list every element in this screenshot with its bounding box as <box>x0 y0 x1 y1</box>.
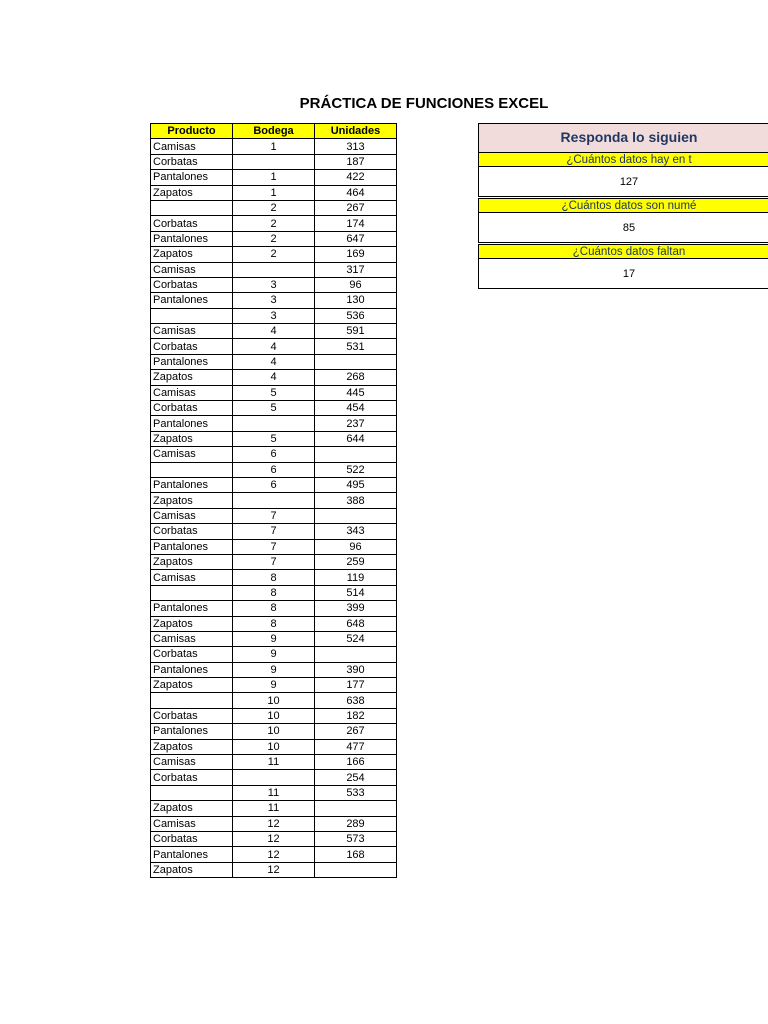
table-row <box>151 385 397 400</box>
cell-unidades[interactable]: 495 <box>315 477 397 492</box>
cell-unidades[interactable] <box>315 354 397 369</box>
table-row <box>151 324 397 339</box>
cell-bodega[interactable] <box>233 770 315 785</box>
header-producto[interactable]: Producto <box>151 124 233 139</box>
table-row <box>151 801 397 816</box>
table-row <box>151 231 397 246</box>
cell-unidades[interactable]: 130 <box>315 293 397 308</box>
cell-unidades[interactable]: 182 <box>315 708 397 723</box>
cell-unidades[interactable]: 259 <box>315 554 397 569</box>
cell-bodega[interactable]: 9 <box>233 678 315 693</box>
cell-bodega[interactable]: 4 <box>233 370 315 385</box>
cell-bodega[interactable]: 7 <box>233 539 315 554</box>
table-row <box>151 431 397 446</box>
question-1-label: ¿Cuántos datos hay en t <box>566 154 692 166</box>
cell-bodega[interactable]: 9 <box>233 631 315 646</box>
cell-unidades[interactable]: 390 <box>315 662 397 677</box>
table-row <box>151 739 397 754</box>
cell-producto[interactable]: Camisas <box>151 385 233 400</box>
cell-bodega[interactable]: 5 <box>233 431 315 446</box>
cell-bodega[interactable]: 9 <box>233 647 315 662</box>
cell-unidades[interactable]: 343 <box>315 524 397 539</box>
cell-producto[interactable]: Zapatos <box>151 493 233 508</box>
cell-unidades[interactable] <box>315 801 397 816</box>
table-row <box>151 524 397 539</box>
cell-producto[interactable]: Pantalones <box>151 539 233 554</box>
table-row <box>151 647 397 662</box>
cell-producto[interactable]: Corbatas <box>151 277 233 292</box>
cell-unidades[interactable]: 531 <box>315 339 397 354</box>
table-row <box>151 462 397 477</box>
cell-producto[interactable]: Corbatas <box>151 831 233 846</box>
cell-producto[interactable]: Corbatas <box>151 216 233 231</box>
table-row <box>151 401 397 416</box>
cell-unidades[interactable]: 573 <box>315 831 397 846</box>
cell-unidades[interactable]: 96 <box>315 539 397 554</box>
cell-producto[interactable]: Zapatos <box>151 862 233 877</box>
table-row <box>151 262 397 277</box>
cell-producto[interactable]: Zapatos <box>151 370 233 385</box>
cell-unidades[interactable]: 96 <box>315 277 397 292</box>
cell-unidades[interactable]: 524 <box>315 631 397 646</box>
cell-unidades[interactable]: 169 <box>315 247 397 262</box>
table-row <box>151 477 397 492</box>
cell-bodega[interactable]: 5 <box>233 385 315 400</box>
cell-producto[interactable]: Camisas <box>151 262 233 277</box>
table-row <box>151 354 397 369</box>
cell-unidades[interactable]: 477 <box>315 739 397 754</box>
table-row <box>151 570 397 585</box>
cell-bodega[interactable]: 11 <box>233 785 315 800</box>
answer-1-value: 127 <box>619 176 639 188</box>
cell-unidades[interactable]: 177 <box>315 678 397 693</box>
cell-bodega[interactable]: 12 <box>233 831 315 846</box>
cell-producto[interactable]: Corbatas <box>151 524 233 539</box>
table-row <box>151 847 397 862</box>
cell-producto[interactable]: Corbatas <box>151 708 233 723</box>
table-row <box>151 170 397 185</box>
table-row <box>151 662 397 677</box>
table-row <box>151 816 397 831</box>
table-row <box>151 447 397 462</box>
question-3-label: ¿Cuántos datos faltan <box>572 246 686 258</box>
cell-producto[interactable]: Camisas <box>151 631 233 646</box>
questions-header: Responda lo siguien <box>560 129 698 145</box>
table-row <box>151 339 397 354</box>
cell-bodega[interactable]: 3 <box>233 293 315 308</box>
cell-bodega[interactable]: 1 <box>233 139 315 154</box>
cell-bodega[interactable]: 10 <box>233 708 315 723</box>
cell-producto[interactable]: Pantalones <box>151 847 233 862</box>
table-row <box>151 247 397 262</box>
table-row <box>151 785 397 800</box>
cell-unidades[interactable]: 445 <box>315 385 397 400</box>
question-3-cell[interactable] <box>478 244 768 259</box>
cell-bodega[interactable]: 9 <box>233 662 315 677</box>
cell-producto[interactable]: Corbatas <box>151 339 233 354</box>
cell-producto[interactable]: Camisas <box>151 447 233 462</box>
cell-producto[interactable]: Camisas <box>151 324 233 339</box>
cell-bodega[interactable] <box>233 416 315 431</box>
cell-bodega[interactable]: 4 <box>233 354 315 369</box>
answer-3-cell[interactable] <box>478 258 768 289</box>
cell-unidades[interactable]: 237 <box>315 416 397 431</box>
cell-unidades[interactable]: 268 <box>315 370 397 385</box>
cell-producto[interactable] <box>151 462 233 477</box>
cell-producto[interactable]: Corbatas <box>151 770 233 785</box>
cell-unidades[interactable]: 647 <box>315 231 397 246</box>
cell-bodega[interactable] <box>233 493 315 508</box>
cell-unidades[interactable]: 267 <box>315 724 397 739</box>
cell-producto[interactable]: Pantalones <box>151 724 233 739</box>
cell-producto[interactable]: Camisas <box>151 508 233 523</box>
table-row <box>151 154 397 169</box>
cell-bodega[interactable]: 6 <box>233 447 315 462</box>
table-row <box>151 493 397 508</box>
table-row <box>151 693 397 708</box>
question-1-cell[interactable] <box>478 152 768 167</box>
table-row <box>151 508 397 523</box>
cell-unidades[interactable]: 267 <box>315 200 397 215</box>
cell-bodega[interactable] <box>233 262 315 277</box>
cell-producto[interactable]: Camisas <box>151 755 233 770</box>
cell-producto[interactable]: Pantalones <box>151 662 233 677</box>
cell-bodega[interactable]: 2 <box>233 247 315 262</box>
cell-unidades[interactable] <box>315 862 397 877</box>
answer-1-cell[interactable] <box>478 166 768 197</box>
cell-producto[interactable]: Zapatos <box>151 431 233 446</box>
cell-unidades[interactable]: 254 <box>315 770 397 785</box>
cell-bodega[interactable]: 12 <box>233 816 315 831</box>
cell-unidades[interactable]: 187 <box>315 154 397 169</box>
cell-producto[interactable] <box>151 785 233 800</box>
table-row <box>151 216 397 231</box>
cell-producto[interactable]: Camisas <box>151 816 233 831</box>
cell-bodega[interactable]: 7 <box>233 524 315 539</box>
cell-bodega[interactable]: 10 <box>233 693 315 708</box>
cell-unidades[interactable]: 533 <box>315 785 397 800</box>
cell-producto[interactable]: Zapatos <box>151 678 233 693</box>
cell-unidades[interactable]: 464 <box>315 185 397 200</box>
table-row <box>151 862 397 877</box>
cell-bodega[interactable]: 2 <box>233 216 315 231</box>
table-row <box>151 200 397 215</box>
products-table <box>150 123 397 878</box>
cell-bodega[interactable]: 10 <box>233 739 315 754</box>
table-row <box>151 831 397 846</box>
cell-producto[interactable]: Zapatos <box>151 247 233 262</box>
cell-bodega[interactable]: 3 <box>233 308 315 323</box>
table-row <box>151 139 397 154</box>
table-row <box>151 308 397 323</box>
cell-bodega[interactable]: 12 <box>233 862 315 877</box>
cell-producto[interactable] <box>151 585 233 600</box>
page-title: PRÁCTICA DE FUNCIONES EXCEL <box>299 95 549 112</box>
cell-bodega[interactable]: 4 <box>233 339 315 354</box>
cell-producto[interactable]: Zapatos <box>151 185 233 200</box>
table-row <box>151 277 397 292</box>
cell-producto[interactable]: Corbatas <box>151 401 233 416</box>
cell-producto[interactable] <box>151 693 233 708</box>
cell-bodega[interactable]: 7 <box>233 508 315 523</box>
cell-bodega[interactable]: 8 <box>233 585 315 600</box>
header-bodega[interactable]: Bodega <box>233 124 315 139</box>
cell-producto[interactable]: Zapatos <box>151 616 233 631</box>
table-row <box>151 185 397 200</box>
cell-producto[interactable]: Zapatos <box>151 739 233 754</box>
cell-producto[interactable]: Pantalones <box>151 354 233 369</box>
cell-bodega[interactable]: 10 <box>233 724 315 739</box>
cell-bodega[interactable]: 2 <box>233 200 315 215</box>
table-row <box>151 708 397 723</box>
cell-bodega[interactable]: 7 <box>233 554 315 569</box>
table-row <box>151 554 397 569</box>
cell-unidades[interactable]: 119 <box>315 570 397 585</box>
cell-producto[interactable]: Corbatas <box>151 647 233 662</box>
question-2-label: ¿Cuántos datos son numé <box>561 200 697 212</box>
cell-bodega[interactable]: 6 <box>233 462 315 477</box>
answer-3-value: 17 <box>622 268 636 280</box>
cell-unidades[interactable]: 638 <box>315 693 397 708</box>
cell-producto[interactable]: Pantalones <box>151 170 233 185</box>
cell-bodega[interactable]: 8 <box>233 616 315 631</box>
cell-unidades[interactable]: 168 <box>315 847 397 862</box>
cell-unidades[interactable] <box>315 508 397 523</box>
cell-producto[interactable]: Pantalones <box>151 601 233 616</box>
cell-producto[interactable]: Pantalones <box>151 293 233 308</box>
table-row <box>151 416 397 431</box>
cell-unidades[interactable] <box>315 647 397 662</box>
cell-producto[interactable]: Camisas <box>151 139 233 154</box>
cell-bodega[interactable]: 11 <box>233 755 315 770</box>
cell-unidades[interactable]: 422 <box>315 170 397 185</box>
cell-unidades[interactable]: 388 <box>315 493 397 508</box>
cell-unidades[interactable]: 166 <box>315 755 397 770</box>
table-row <box>151 601 397 616</box>
cell-unidades[interactable]: 644 <box>315 431 397 446</box>
cell-producto[interactable]: Zapatos <box>151 801 233 816</box>
cell-bodega[interactable]: 2 <box>233 231 315 246</box>
cell-producto[interactable]: Pantalones <box>151 231 233 246</box>
cell-producto[interactable] <box>151 308 233 323</box>
cell-producto[interactable]: Pantalones <box>151 416 233 431</box>
cell-bodega[interactable]: 4 <box>233 324 315 339</box>
cell-bodega[interactable] <box>233 154 315 169</box>
cell-bodega[interactable]: 1 <box>233 185 315 200</box>
cell-bodega[interactable]: 1 <box>233 170 315 185</box>
cell-unidades[interactable]: 536 <box>315 308 397 323</box>
cell-producto[interactable] <box>151 200 233 215</box>
cell-producto[interactable]: Zapatos <box>151 554 233 569</box>
cell-bodega[interactable]: 5 <box>233 401 315 416</box>
cell-producto[interactable]: Pantalones <box>151 477 233 492</box>
cell-bodega[interactable]: 12 <box>233 847 315 862</box>
cell-unidades[interactable]: 591 <box>315 324 397 339</box>
cell-unidades[interactable]: 454 <box>315 401 397 416</box>
cell-unidades[interactable]: 514 <box>315 585 397 600</box>
table-row <box>151 678 397 693</box>
cell-producto[interactable]: Corbatas <box>151 154 233 169</box>
cell-unidades[interactable]: 317 <box>315 262 397 277</box>
cell-unidades[interactable]: 399 <box>315 601 397 616</box>
questions-header-cell[interactable] <box>478 123 768 153</box>
answer-2-cell[interactable] <box>478 212 768 243</box>
cell-unidades[interactable]: 289 <box>315 816 397 831</box>
table-header-row <box>151 124 397 139</box>
cell-producto[interactable]: Camisas <box>151 570 233 585</box>
table-row <box>151 293 397 308</box>
cell-unidades[interactable]: 313 <box>315 139 397 154</box>
cell-unidades[interactable]: 522 <box>315 462 397 477</box>
cell-bodega[interactable]: 8 <box>233 601 315 616</box>
questions-panel <box>478 123 768 292</box>
table-row <box>151 724 397 739</box>
header-unidades[interactable]: Unidades <box>315 124 397 139</box>
table-row <box>151 616 397 631</box>
cell-unidades[interactable]: 648 <box>315 616 397 631</box>
cell-unidades[interactable]: 174 <box>315 216 397 231</box>
question-2-cell[interactable] <box>478 198 768 213</box>
table-row <box>151 539 397 554</box>
table-row <box>151 370 397 385</box>
table-row <box>151 631 397 646</box>
table-row <box>151 755 397 770</box>
cell-unidades[interactable] <box>315 447 397 462</box>
cell-bodega[interactable]: 3 <box>233 277 315 292</box>
cell-bodega[interactable]: 6 <box>233 477 315 492</box>
cell-bodega[interactable]: 8 <box>233 570 315 585</box>
cell-bodega[interactable]: 11 <box>233 801 315 816</box>
table-row <box>151 585 397 600</box>
table-row <box>151 770 397 785</box>
answer-2-value: 85 <box>622 222 636 234</box>
